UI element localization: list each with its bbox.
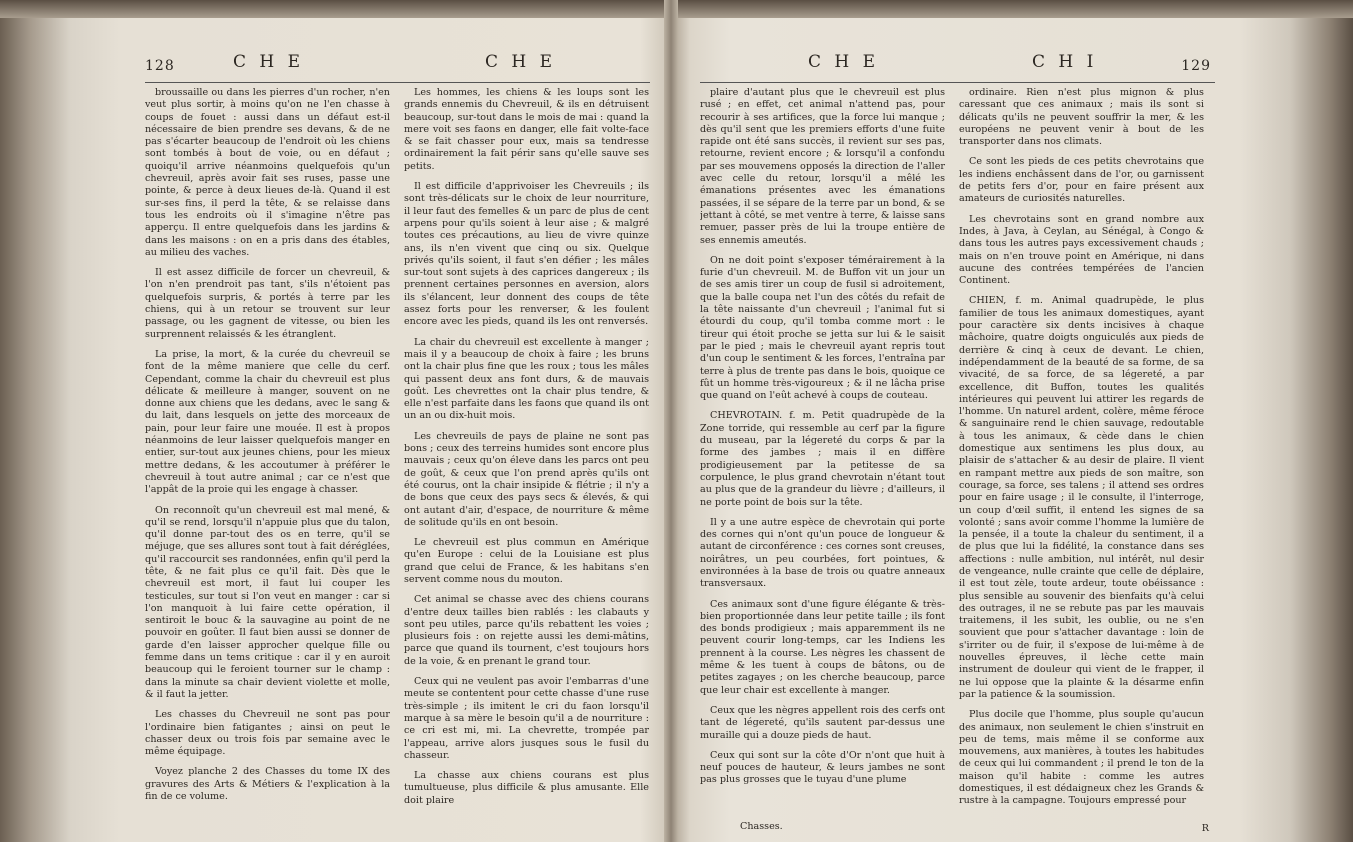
paragraph: broussaille ou dans les pierres d'un rocher, n'en veut plus sortir, à moins qu'on ne l'en chasse à coups de fouet : aussi dans un défaut est-il nécessaire de bien prendre ses devans, & de ne pas s'écarter beaucoup de l'endroit où les chiens sont tombés à bout de voie, ou en défaut ; quoiqu'il arrive néanmoins quelquefois qu'un chevreuil, après avoir fait ses ruses, passe une pointe, & perce à deux lieues de-là. Quand il est sur-ses fins, il perd la tête, & se relaisse dans tous les endroits où il s'imagine n'être pas apperçu. Il entre quelquefois dans les jardins & dans les maisons : on en a pris dans des étables, au milieu des vaches.	[145, 87, 390, 258]
right-head-col1: C H E	[808, 52, 880, 72]
paragraph: Il est assez difficile de forcer un chevreuil, & l'on n'en prendroit pas tant, s'ils n'étoient pas quelquefois surpris, & portés à terre par les chiens, qui à un retour se trouvent sur leur passage, ou les gagnent de vitesse, ou bien les surprennent relaissés & les étranglent.	[145, 267, 390, 340]
paragraph: Ces animaux sont d'une figure élégante & très-bien proportionnée dans leur petite taille ; ils font des bonds prodigieux ; mais apparemment ils ne peuvent courir long-temps, car les Indiens les prennent à la course. Les nègres les chassent de même & les tuent à coups de bâtons, ou de petites zagayes ; on les cherche beaucoup, parce que leur chair est excellente à manger.	[700, 598, 945, 696]
paragraph: CHIEN, f. m. Animal quadrupède, le plus familier de tous les animaux domestiques, ayant pour caractère six dents incisives à chaque mâchoire, quatre doigts onguiculés aux pieds de derrière & cinq à ceux de devant. Le chien, indépendamment de la beauté de sa forme, de sa vivacité, de sa force, de sa légereté, a par excellence, dit Buffon, toutes les qualités intérieures qui peuvent lui attirer les regards de l'homme. Un naturel ardent, colère, même féroce & sanguinaire rend le chien sauvage, redoutable à tous les animaux, & cède dans le chien domestique aux sentimens les plus doux, au plaisir de s'attacher & au desir de plaire. Il vient en rampant mettre aux pieds de son maître, son courage, sa force, ses talens ; il attend ses ordres pour en faire usage ; il le consulte, il l'interroge, un coup d'œil suffit, il entend les signes de sa volonté ; sans avoir comme l'homme la lumière de la pensée, il a toute la chaleur du sentiment, il a de plus que lui la fidélité, la constance dans ses affections : nulle ambition, nul intérêt, nul desir de vengeance, nulle crainte que celle de déplaire, il est tout zèle, toute ardeur, toute obéissance : plus sensible au souvenir des bienfaits qu'à celui des outrages, il ne se rebute pas par les mauvais traitemens, il les subit, les oublie, ou ne s'en souvient que pour s'attacher davantage : loin de s'irriter ou de fuir, il s'expose de lui-même à de nouvelles épreuves, il lèche cette main instrument de douleur qui vient de le frapper, il ne lui oppose que la plainte & la désarme enfin par la patience & la soumission.	[959, 295, 1204, 700]
right-page-number: 129	[1181, 58, 1211, 74]
left-head-col2: C H E	[485, 52, 557, 72]
paragraph: CHEVROTAIN. f. m. Petit quadrupède de la Zone torride, qui ressemble au cerf par la figure du museau, par la légereté du corps & par la forme des jambes ; mais il en diffère prodigieusement par la petitesse de sa corpulence, le plus grand chevrotain n'étant tout au plus que de la grandeur du lièvre ; d'ailleurs, il ne porte point de bois sur la tête.	[700, 410, 945, 508]
right-head-col2: C H I	[1032, 52, 1098, 72]
right-column-1	[700, 87, 945, 816]
paragraph: Ce sont les pieds de ces petits chevrotains que les indiens enchâssent dans de l'or, ou garnissent de petits fers d'or, pour en faire présent aux amateurs de curiosités naturelles.	[959, 156, 1204, 205]
book-gutter	[664, 0, 678, 842]
paragraph: Les chevrotains sont en grand nombre aux Indes, à Java, à Ceylan, au Sénégal, à Congo & dans tous les autres pays excessivement chauds ; mais on n'en trouve point en Amérique, ni dans aucune des contrées tempérées de l'ancien Continent.	[959, 213, 1204, 287]
paragraph: Cet animal se chasse avec des chiens courans d'entre deux tailles bien rablés : les clabauts y sont peu utiles, parce qu'ils rebattent les voies ; plusieurs fois : on rejette aussi les demi-mâtins, parce que quand ils tournent, c'est toujours hors de la voie, & en prenant le grand tour.	[404, 594, 649, 667]
left-page-number: 128	[145, 58, 175, 74]
paragraph: La prise, la mort, & la curée du chevreuil se font de la même maniere que celle du cerf. Cependant, comme la chair du chevreuil est plus délicate & meilleure à manger, souvent on ne donne aux chiens que les dedans, avec le sang & du lait, dans lesquels on jette des morceaux de pain, pour leur faire une mouée. Il est à propos néanmoins de leur laisser quelquefois manger en entier, sur-tout aux jeunes chiens, pour les mieux mettre dedans, & les accoutumer à préférer le chevreuil à tout autre animal ; car ce n'est que l'appât de la proie qui les engage à chasser.	[145, 348, 390, 496]
paragraph: Il est difficile d'apprivoiser les Chevreuils ; ils sont très-délicats sur le choix de leur nourriture, il leur faut des femelles & un parc de plus de cent arpens pour qu'ils soient à leur aise ; & malgré toutes ces précautions, au lieu de vivre quinze ans, ils n'en vivent que cinq ou six. Quelque privés qu'ils soient, il faut s'en défier ; les mâles sur-tout sont sujets à des caprices dangereux ; ils prennent certaines personnes en aversion, alors ils s'élancent, leur donnent des coups de tête assez forts pour les renverser, & les foulent encore avec les pieds, quand ils les ont renversés.	[404, 181, 649, 328]
paragraph: Il y a une autre espèce de chevrotain qui porte des cornes qui n'ont qu'un pouce de longueur & autant de circonférence : ces cornes sont creuses, noirâtres, un peu courbées, fort pointues, & environnées à la base de trois ou quatre anneaux transversaux.	[700, 516, 945, 590]
paragraph: Voyez planche 2 des Chasses du tome IX des gravures des Arts & Métiers & l'explication à la fin de ce volume.	[145, 766, 390, 803]
right-column-2	[959, 87, 1204, 816]
paragraph: La chair du chevreuil est excellente à manger ; mais il y a beaucoup de choix à faire ; les bruns ont la chair plus fine que les roux ; tous les mâles qui passent deux ans font durs, & de mauvais goût. Les chevrettes ont la chair plus tendre, & elle n'est parfaite dans les faons que quand ils ont un an ou dix-huit mois.	[404, 336, 649, 422]
catchword: R	[1201, 823, 1209, 834]
paragraph: plaire d'autant plus que le chevreuil est plus rusé ; en effet, cet animal n'attend pas, pour recourir à ses artifices, que la force lui manque ; dès qu'il sent que les premiers efforts d'une fuite rapide ont été sans succès, il revient sur ses pas, retourne, revient encore ; & lorsqu'il a confondu par ses mouvemens opposés la direction de l'aller avec celle du retour, lorsqu'il a mêlé les émanations présentes avec les émanations passées, il se sépare de la terre par un bond, & se jettant à côté, se met ventre à terre, & laisse sans remuer, passer près de lui la troupe entière de ses ennemis ameutés.	[700, 87, 945, 246]
left-page	[145, 38, 650, 838]
left-running-head	[145, 38, 650, 83]
paragraph: La chasse aux chiens courans est plus tumultueuse, plus difficile & plus amusante. Elle doit plaire	[404, 770, 649, 806]
paragraph: Les chasses du Chevreuil ne sont pas pour l'ordinaire bien fatigantes ; ainsi on peut le chasser deux ou trois fois par semaine avec le même équipage.	[145, 709, 390, 758]
paragraph: Les hommes, les chiens & les loups sont les grands ennemis du Chevreuil, & ils en détruisent beaucoup, sur-tout dans le mois de mai : quand la mere voit ses faons en danger, elle fait volte-face & se fait chasser pour eux, mais sa tendresse ordinairement la fait périr sans qu'elle sauve ses petits.	[404, 87, 649, 172]
left-column-2	[404, 87, 649, 815]
paragraph: On reconnoît qu'un chevreuil est mal mené, & qu'il se rend, lorsqu'il n'appuie plus que du talon, qu'il donne par-tout des os en terre, qu'il se méjuge, que ses allures sont tout à fait déréglées, qu'il raccourcit ses randonnées, enfin qu'il perd la tête, & ne fait plus ce qu'il fait. Dès que le chevreuil est mort, il faut lui couper les testicules, sur tout si l'on veut en manger : car si l'on manquoit à lui faire cette opération, il sentiroit le bouc & la sauvagine au point de ne pouvoir en goûter. Il faut bien aussi se donner de garde d'en laisser approcher quelque fille ou femme dans un tems critique : car il y en auroit beaucoup qui le feroient tourner sur le champ : dans la minute sa chair devient violette et molle, & il faut la jetter.	[145, 504, 390, 700]
paragraph: Les chevreuils de pays de plaine ne sont pas bons ; ceux des terreins humides sont encore plus mauvais ; ceux qu'on éleve dans les parcs ont peu de goût, & ceux que l'on prend après qu'ils ont été courus, ont la chair insipide & flétrie ; il n'y a de bons que ceux des pays secs & élevés, & qui ont autant d'air, d'espace, de nourriture & même de solitude qu'ils en ont besoin.	[404, 430, 649, 528]
left-column-1	[145, 87, 390, 815]
right-running-head	[700, 38, 1215, 83]
signature-mark: Chasses.	[740, 821, 783, 832]
paragraph: On ne doit point s'exposer témérairement à la furie d'un chevreuil. M. de Buffon vit un jour un de ses amis tirer un coup de fusil si adroitement, que la balle coupa net l'un des côtés du refait de la tête naissante d'un chevreuil ; l'animal fut si étourdi du coup, qu'il tomba comme mort : le tireur qui étoit proche se jetta sur lui & le saisit par le pied ; mais le chevreuil ayant repris tout d'un coup le sentiment & les forces, l'entraîna par terre à plus de trente pas dans le bois, quoique ce fût un homme très-vigoureux ; & il ne lâcha prise que quand on l'eût achevé à coups de couteau.	[700, 254, 945, 402]
paragraph: Ceux que les nègres appellent rois des cerfs ont tant de légereté, qu'ils sautent par-dessus une muraille qui a douze pieds de haut.	[700, 704, 945, 741]
paragraph: ordinaire. Rien n'est plus mignon & plus caressant que ces animaux ; mais ils sont si délicats qu'ils ne peuvent souffrir la mer, & les européens ne peuvent venir à bout de les transporter dans nos climats.	[959, 87, 1204, 148]
left-head-col1: C H E	[233, 52, 305, 72]
paragraph: Le chevreuil est plus commun en Amérique qu'en Europe : celui de la Louisiane est plus grand que celui de France, & les habitans s'en servent comme nous du mouton.	[404, 537, 649, 585]
right-page	[700, 38, 1215, 838]
paragraph: Plus docile que l'homme, plus souple qu'aucun des animaux, non seulement le chien s'instruit en peu de tems, mais même il se conforme aux mouvemens, aux manières, à toutes les habitudes de ceux qui lui commandent ; il prend le ton de la maison qu'il habite : comme les autres domestiques, il est dédaigneux chez les Grands & rustre à la campagne. Toujours empressé pour	[959, 709, 1204, 807]
paragraph: Ceux qui ne veulent pas avoir l'embarras d'une meute se contentent pour cette chasse d'une ruse très-simple ; ils imitent le cri du faon lorsqu'il marque à sa mère le besoin qu'il a de nourriture : ce cri est mi, mi. La chevrette, trompée par l'appeau, arrive alors jusques sous le fusil du chasseur.	[404, 676, 649, 761]
paragraph: Ceux qui sont sur la côte d'Or n'ont que huit à neuf pouces de hauteur, & leurs jambes ne sont pas plus grosses que le tuyau d'une plume	[700, 749, 945, 786]
